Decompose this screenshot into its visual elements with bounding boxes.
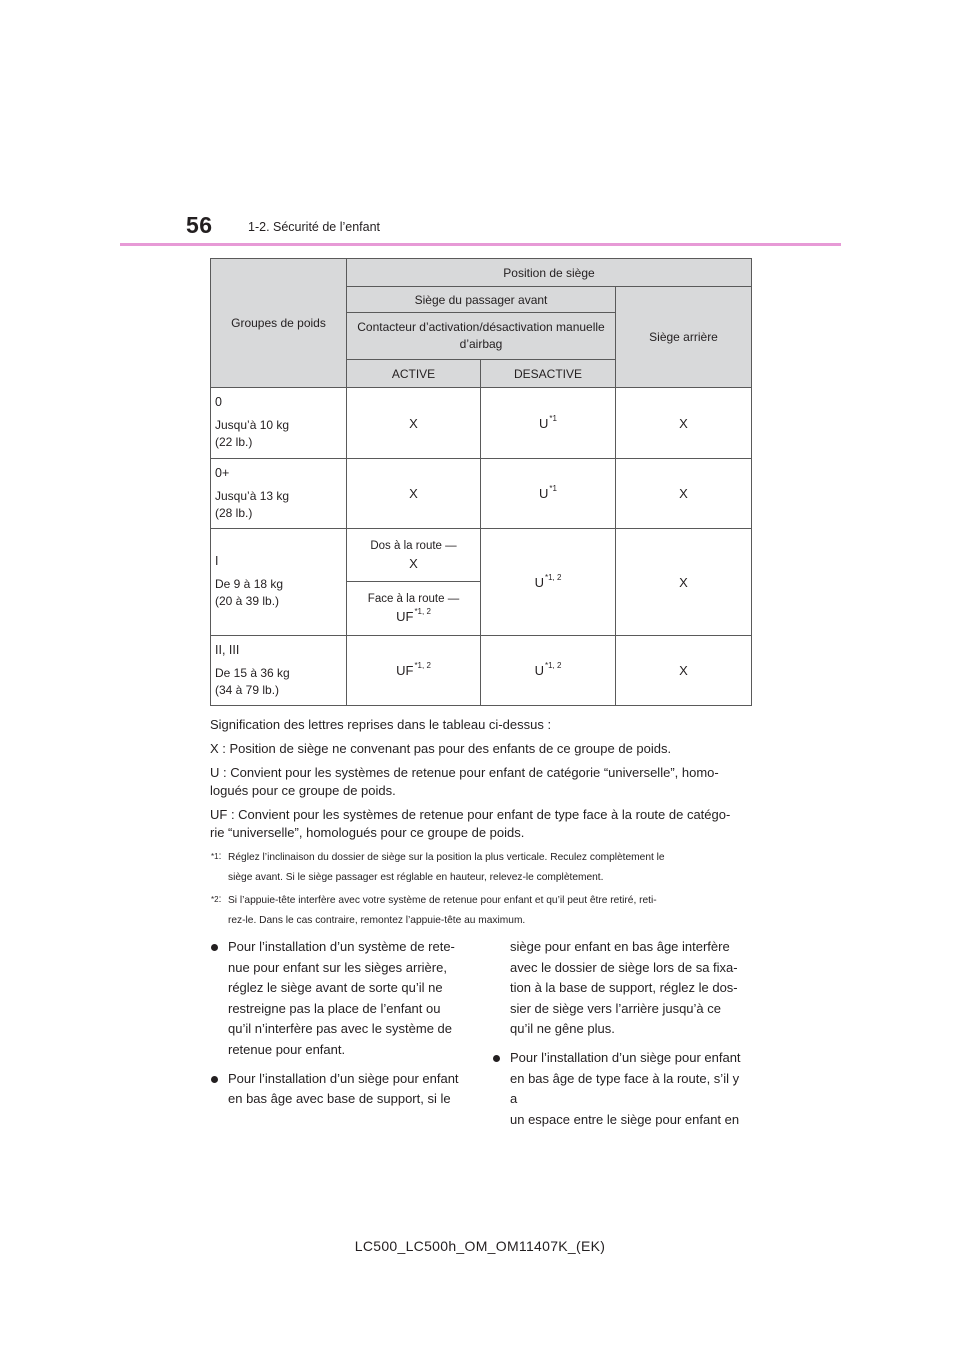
active-forward-facing-cell: Face à la route — UF$^{*1, 2}$ (347, 582, 481, 636)
legend-intro: Signification des lettres reprises dans le tableau ci-dessus : (210, 717, 552, 732)
footnote-1: $^{*1}$: Réglez l’inclinaison du dossier de siège sur la position la plus verticale. Reculez complètement le siège avant. Si le siège passager est réglable en hauteur, relevez-le complètement. (211, 851, 665, 883)
table-row (211, 636, 752, 706)
weight-group-cell (211, 529, 347, 636)
weight-group-cell (211, 459, 347, 529)
desactive-cell: U$^{*1, 2}$ (481, 529, 616, 636)
left-column (211, 937, 464, 1118)
weight-group-cell (211, 636, 347, 706)
group-detail: De 9 à 18 kg (215, 577, 284, 591)
desactive-header: DESACTIVE (481, 360, 616, 388)
group-detail: Jusqu’à 13 kg (215, 488, 290, 503)
bullet-icon (493, 1055, 500, 1062)
seat-position-header: Position de siège (347, 259, 752, 287)
desactive-cell: U$^{*1, 2}$ (481, 636, 616, 706)
rear-cell: X (616, 459, 752, 529)
legend-u: U : Convient pour les systèmes de retenue pour enfant de catégorie “universelle”, homo- logués pour ce groupe de poids. (210, 765, 719, 798)
airbag-switch-header: Contacteur d’activation/désactivation manuelle d’airbag (347, 313, 616, 360)
active-cell: UF$^{*1, 2}$ (347, 636, 481, 706)
bullet-icon (211, 944, 218, 951)
desactive-cell: $U^{*1}$ (481, 459, 616, 529)
active-cell: X (347, 388, 481, 459)
group-detail: (20 à 39 lb.) (215, 594, 280, 608)
compatibility-table (210, 258, 752, 706)
active-rear-facing-cell: Dos à la route — X (347, 529, 481, 582)
bullet-item: Pour l’installation d’un système de rete- nue pour enfant sur les sièges arrière, réglez le siège avant de sorte qu’il ne restreigne pas la place de l’enfant ou qu’il n’interfère pas avec le système de retenue pour enfant. (211, 937, 464, 1061)
active-header: ACTIVE (347, 360, 481, 388)
footer-code: LC500_LC500h_OM_OM11407K_(EK) (354, 1238, 606, 1254)
group-label: 0+ (215, 465, 230, 480)
legend-x: X : Position de siège ne convenant pas pour des enfants de ce groupe de poids. (210, 741, 672, 756)
legend-uf: UF : Convient pour les systèmes de retenue pour enfant de type face à la route de catégo- rie “universelle”, homologués pour ce groupe de poids. (210, 807, 731, 840)
front-passenger-header: Siège du passager avant (347, 287, 616, 313)
active-cell: X (347, 459, 481, 529)
group-detail: (22 lb.) (215, 435, 253, 449)
group-detail: De 15 à 36 kg (215, 665, 290, 680)
page-number: 56 (186, 212, 213, 238)
rear-seat-header: Siège arrière (616, 287, 752, 388)
table-row (211, 529, 752, 582)
section-title: 1-2. Sécurité de l’enfant (248, 220, 381, 234)
rear-cell: X (616, 529, 752, 636)
table-row (211, 388, 752, 459)
footnote-2: $^{*2}$: Si l’appuie-tête interfère avec votre système de retenue pour enfant et qu’il peut être retiré, reti- rez-le. Dans le cas contraire, remontez l’appuie-tête au maximum. (211, 894, 657, 926)
table-row (211, 459, 752, 529)
legend-notes (210, 716, 755, 934)
header-rule (120, 243, 841, 246)
bullet-item: Pour l’installation d’un siège pour enfant en bas âge de type face à la route, s’il y a un espace entre le siège pour enfant en (493, 1048, 746, 1130)
bullet-item: Pour l’installation d’un siège pour enfant en bas âge avec base de support, si le (211, 1069, 464, 1110)
group-detail: (28 lb.) (215, 505, 253, 520)
weight-groups-header: Groupes de poids (211, 259, 347, 388)
group-label: 0 (215, 395, 222, 409)
bullet-icon (211, 1076, 218, 1083)
weight-group-cell (211, 388, 347, 459)
group-label: II, III (215, 642, 240, 657)
desactive-cell: $U^{*1}$ (481, 388, 616, 459)
rear-cell: X (616, 388, 752, 459)
group-detail: (34 à 79 lb.) (215, 682, 280, 697)
group-detail: Jusqu’à 10 kg (215, 418, 290, 432)
right-column (493, 937, 746, 1138)
group-label: I (215, 554, 219, 568)
bullet-continuation: siège pour enfant en bas âge interfère avec le dossier de siège lors de sa fixa- tion à la base de support, réglez le dos- sier de siège vers l’arrière jusqu’à ce qu’il ne gêne plus. (510, 939, 738, 1037)
rear-cell: X (616, 636, 752, 706)
